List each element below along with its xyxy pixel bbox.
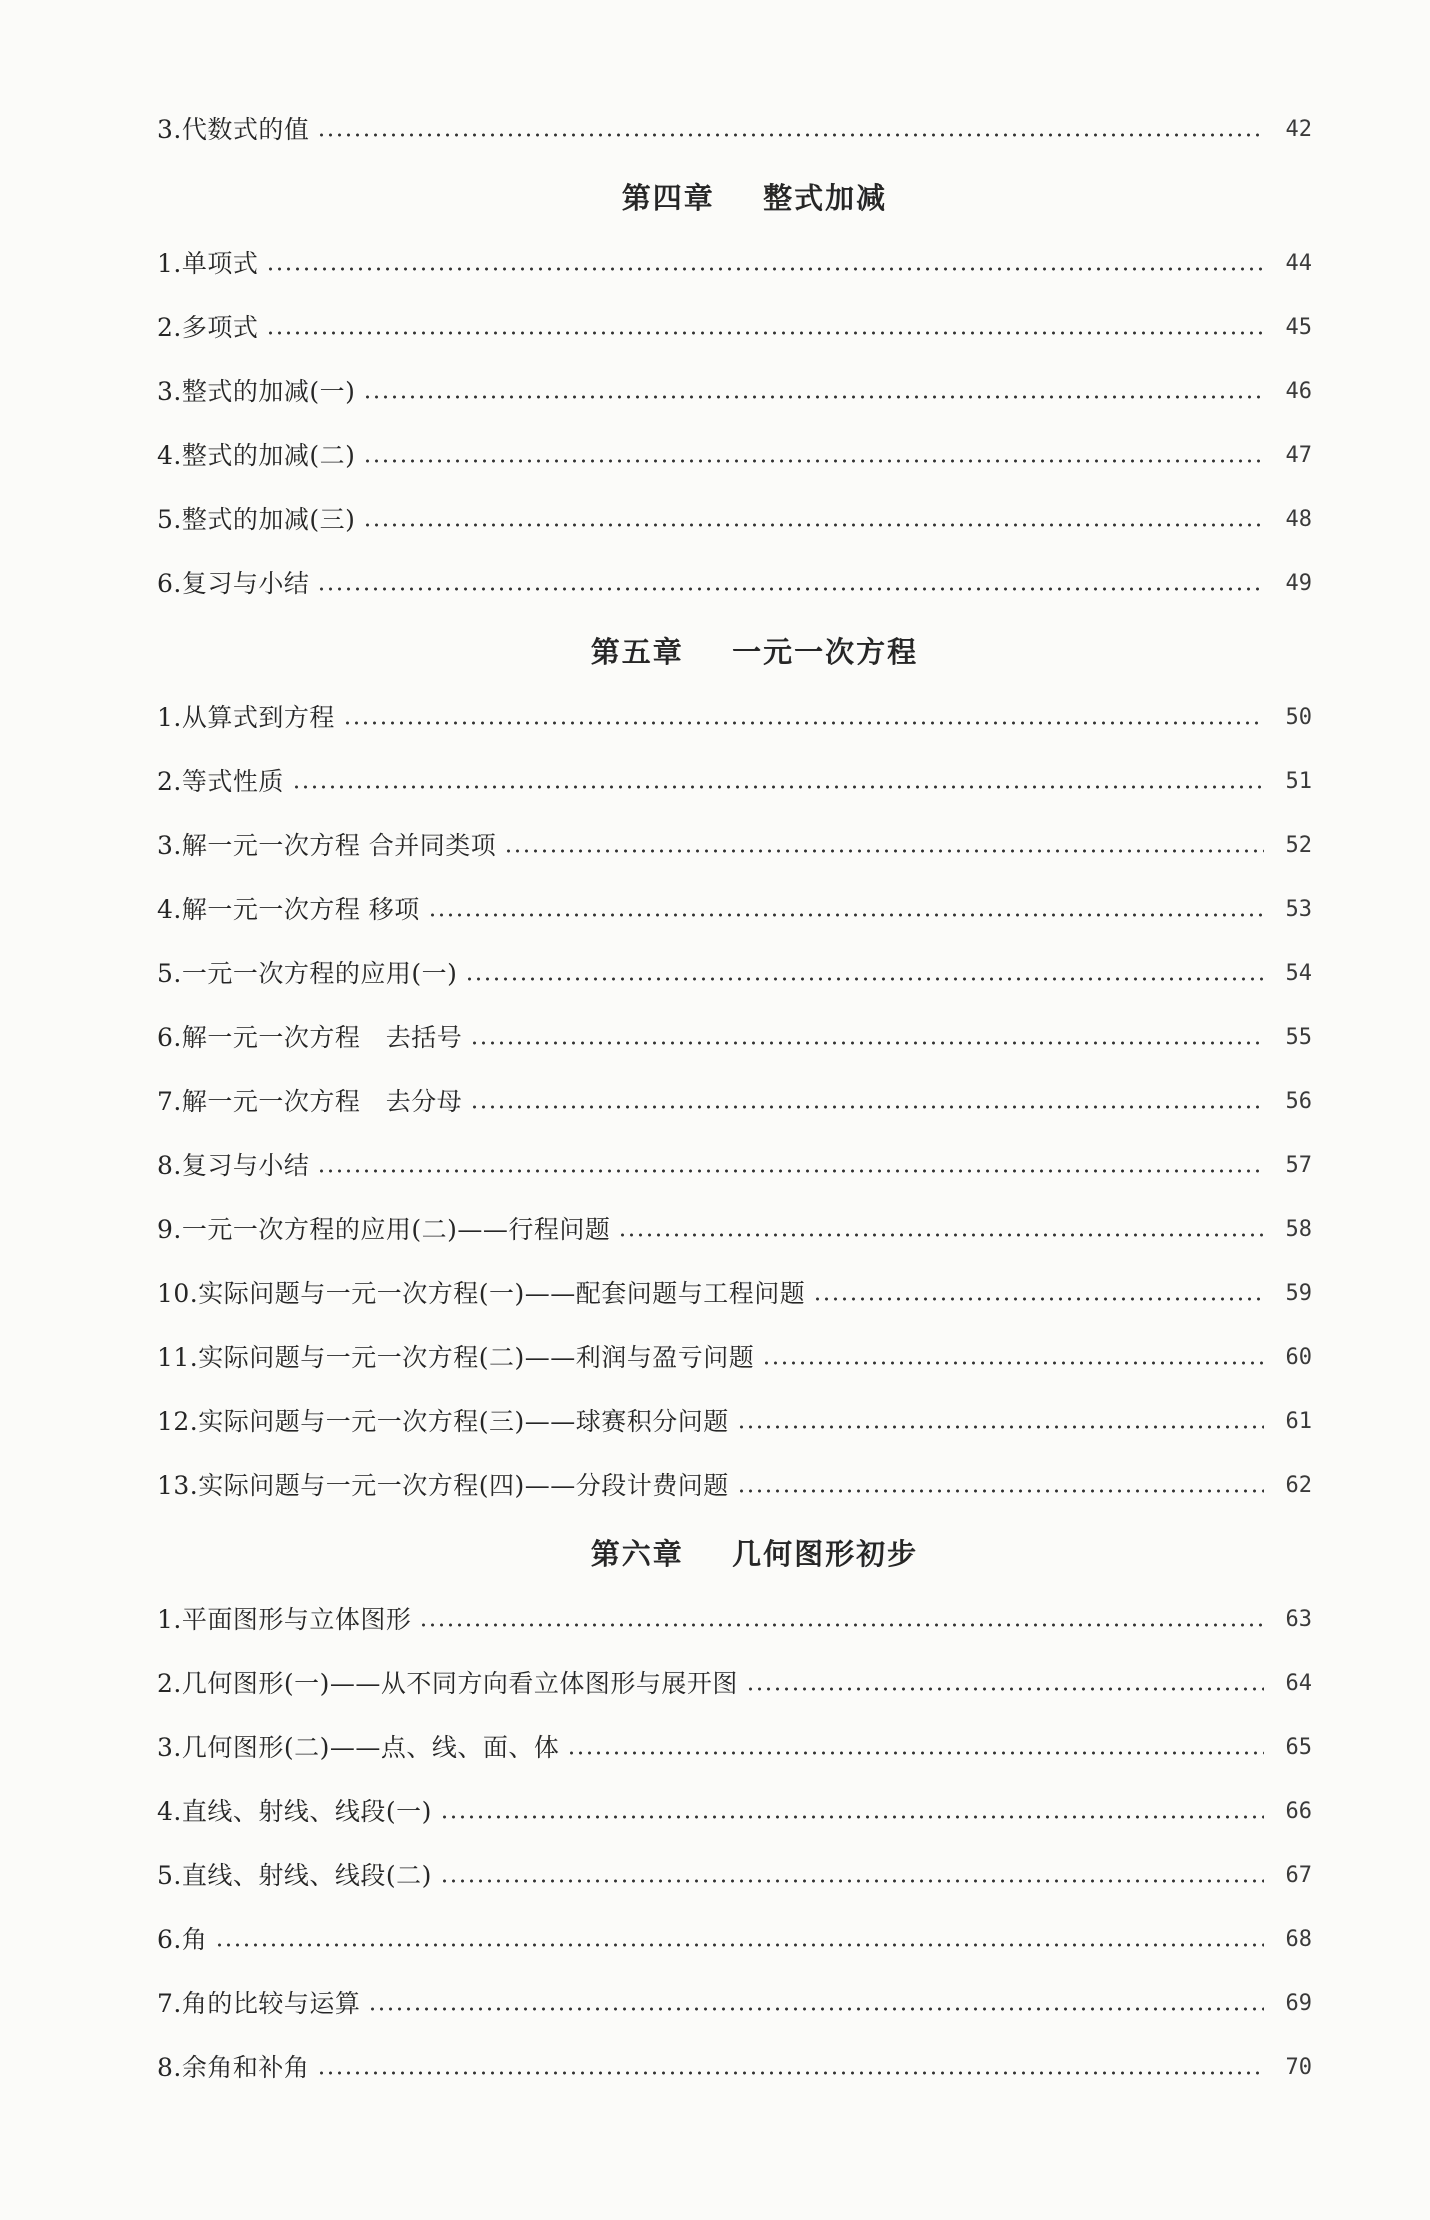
toc-entry[interactable]: [157, 1900, 1312, 1964]
toc-entry[interactable]: [157, 678, 1312, 742]
entry-page-number: 47: [1285, 443, 1312, 468]
dot-leader: [440, 1815, 1264, 1819]
chapter-heading: 第五章 一元一次方程: [590, 635, 919, 669]
dot-leader: [363, 459, 1264, 463]
entry-page-number: 60: [1285, 1345, 1312, 1370]
dot-leader: [737, 1425, 1264, 1429]
entry-page-number: 58: [1285, 1217, 1312, 1242]
entry-page-number: 48: [1285, 507, 1312, 532]
chapter-heading: 第四章 整式加减: [621, 181, 888, 215]
dot-leader: [343, 721, 1264, 725]
dot-leader: [762, 1361, 1264, 1365]
dot-leader: [363, 395, 1264, 399]
entry-page-number: 55: [1285, 1025, 1312, 1050]
entry-page-number: 64: [1285, 1671, 1312, 1696]
entry-title: 13.实际问题与一元一次方程(四)——分段计费问题: [157, 1471, 729, 1500]
entry-title: 2.几何图形(一)——从不同方向看立体图形与展开图: [157, 1669, 738, 1698]
entry-title: 6.角: [157, 1925, 208, 1954]
entry-title: 8.复习与小结: [157, 1151, 310, 1180]
dot-leader: [317, 2071, 1264, 2075]
entry-title: 9.一元一次方程的应用(二)——行程问题: [157, 1215, 611, 1244]
toc-entry[interactable]: [157, 1836, 1312, 1900]
entry-page-number: 67: [1285, 1863, 1312, 1888]
entry-page-number: 59: [1285, 1281, 1312, 1306]
toc-entry[interactable]: [157, 1580, 1312, 1644]
entry-title: 2.多项式: [157, 313, 259, 342]
entry-title: 5.直线、射线、线段(二): [157, 1861, 432, 1890]
dot-leader: [470, 1041, 1264, 1045]
dot-leader: [215, 1943, 1264, 1947]
dot-leader: [419, 1623, 1264, 1627]
dot-leader: [746, 1687, 1264, 1691]
dot-leader: [737, 1489, 1264, 1493]
entry-title: 4.直线、射线、线段(一): [157, 1797, 432, 1826]
dot-leader: [465, 977, 1264, 981]
entry-title: 7.角的比较与运算: [157, 1989, 361, 2018]
entry-title: 12.实际问题与一元一次方程(三)——球赛积分问题: [157, 1407, 729, 1436]
entry-title: 10.实际问题与一元一次方程(一)——配套问题与工程问题: [157, 1279, 806, 1308]
toc-entry[interactable]: [157, 934, 1312, 998]
entry-title: 6.复习与小结: [157, 569, 310, 598]
toc-entry[interactable]: [157, 416, 1312, 480]
toc-entry[interactable]: [157, 224, 1312, 288]
entry-page-number: 54: [1285, 961, 1312, 986]
dot-leader: [618, 1233, 1264, 1237]
dot-leader: [440, 1879, 1264, 1883]
dot-leader: [266, 331, 1264, 335]
entry-page-number: 61: [1285, 1409, 1312, 1434]
entry-title: 8.余角和补角: [157, 2053, 310, 2082]
toc-entry[interactable]: [157, 1126, 1312, 1190]
dot-leader: [317, 1169, 1264, 1173]
entry-page-number: 45: [1285, 315, 1312, 340]
toc-entry[interactable]: [157, 480, 1312, 544]
dot-leader: [470, 1105, 1264, 1109]
toc-entry[interactable]: [157, 742, 1312, 806]
dot-leader: [567, 1751, 1264, 1755]
entry-title: 1.单项式: [157, 249, 259, 278]
entry-page-number: 44: [1285, 251, 1312, 276]
entry-title: 5.一元一次方程的应用(一): [157, 959, 458, 988]
dot-leader: [504, 849, 1264, 853]
table-of-contents: [157, 108, 1312, 2092]
toc-entry[interactable]: [157, 998, 1312, 1062]
entry-title: 4.解一元一次方程 移项: [157, 895, 420, 924]
entry-page-number: 51: [1285, 769, 1312, 794]
entry-title: 1.平面图形与立体图形: [157, 1605, 412, 1634]
entry-page-number: 63: [1285, 1607, 1312, 1632]
dot-leader: [363, 523, 1264, 527]
entry-title: 4.整式的加减(二): [157, 441, 356, 470]
dot-leader: [292, 785, 1264, 789]
dot-leader: [813, 1297, 1264, 1301]
entry-title: 11.实际问题与一元一次方程(二)——利润与盈亏问题: [157, 1343, 755, 1372]
toc-entry[interactable]: [157, 1708, 1312, 1772]
toc-entry[interactable]: [157, 1318, 1312, 1382]
toc-entry[interactable]: [157, 288, 1312, 352]
entry-title: 3.代数式的值: [157, 115, 310, 144]
entry-title: 2.等式性质: [157, 767, 284, 796]
entry-title: 3.整式的加减(一): [157, 377, 356, 406]
dot-leader: [317, 587, 1264, 591]
toc-entry[interactable]: [157, 352, 1312, 416]
entry-page-number: 62: [1285, 1473, 1312, 1498]
entry-page-number: 46: [1285, 379, 1312, 404]
toc-entry[interactable]: [157, 1964, 1312, 2028]
toc-entry[interactable]: [157, 870, 1312, 934]
toc-entry[interactable]: [157, 2028, 1312, 2092]
entry-page-number: 65: [1285, 1735, 1312, 1760]
dot-leader: [368, 2007, 1264, 2011]
entry-page-number: 57: [1285, 1153, 1312, 1178]
entry-title: 3.解一元一次方程 合并同类项: [157, 831, 497, 860]
dot-leader: [428, 913, 1264, 917]
toc-entry[interactable]: [157, 1254, 1312, 1318]
entry-page-number: 52: [1285, 833, 1312, 858]
dot-leader: [266, 267, 1264, 271]
entry-title: 6.解一元一次方程 去括号: [157, 1023, 463, 1052]
entry-title: 1.从算式到方程: [157, 703, 335, 732]
entry-page-number: 42: [1285, 117, 1312, 142]
entry-page-number: 50: [1285, 705, 1312, 730]
toc-entry[interactable]: [157, 1644, 1312, 1708]
entry-page-number: 56: [1285, 1089, 1312, 1114]
toc-entry[interactable]: [157, 806, 1312, 870]
entry-page-number: 66: [1285, 1799, 1312, 1824]
entry-title: 7.解一元一次方程 去分母: [157, 1087, 463, 1116]
entry-page-number: 49: [1285, 571, 1312, 596]
chapter-heading: 第六章 几何图形初步: [590, 1537, 919, 1571]
toc-entry[interactable]: [157, 1772, 1312, 1836]
dot-leader: [317, 133, 1264, 137]
toc-entry[interactable]: [157, 1062, 1312, 1126]
entry-title: 3.几何图形(二)——点、线、面、体: [157, 1733, 560, 1762]
toc-entry[interactable]: [157, 108, 1312, 154]
entry-page-number: 53: [1285, 897, 1312, 922]
toc-entry[interactable]: [157, 1446, 1312, 1510]
toc-entry[interactable]: [157, 544, 1312, 608]
toc-entry[interactable]: [157, 1382, 1312, 1446]
entry-page-number: 70: [1285, 2055, 1312, 2080]
entry-title: 5.整式的加减(三): [157, 505, 356, 534]
toc-entry[interactable]: [157, 1190, 1312, 1254]
entry-page-number: 68: [1285, 1927, 1312, 1952]
entry-page-number: 69: [1285, 1991, 1312, 2016]
